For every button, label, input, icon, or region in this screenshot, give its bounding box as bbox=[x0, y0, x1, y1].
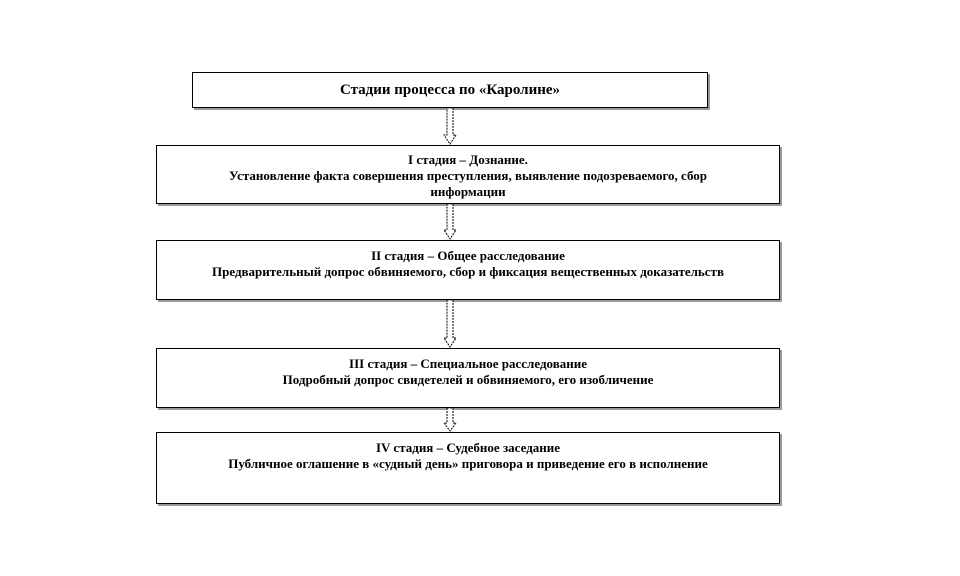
stage-4-description: Публичное оглашение в «судный день» приговора и приведение его в исполнение bbox=[228, 456, 708, 471]
stage-3-description: Подробный допрос свидетелей и обвиняемого, его изобличение bbox=[282, 372, 654, 387]
stage-1-description: Установление факта совершения преступления, выявление подозреваемого, сбор информации bbox=[228, 168, 708, 199]
stage-3-heading: III стадия – Специальное расследование bbox=[349, 356, 587, 371]
stage-3-box bbox=[156, 348, 780, 408]
stage-1-box bbox=[156, 145, 780, 204]
diagram-title: Стадии процесса по «Каролине» bbox=[339, 82, 561, 98]
down-arrow-icon bbox=[443, 108, 457, 145]
stage-4-heading: IV стадия – Судебное заседание bbox=[375, 440, 561, 455]
down-arrow-icon bbox=[443, 204, 457, 240]
stage-1-heading: I стадия – Дознание. bbox=[408, 152, 528, 167]
stage-4-box bbox=[156, 432, 780, 504]
stage-2-box bbox=[156, 240, 780, 300]
down-arrow-icon bbox=[443, 300, 457, 348]
diagram-title-box bbox=[192, 72, 708, 108]
down-arrow-icon bbox=[443, 408, 457, 432]
stage-2-description: Предварительный допрос обвиняемого, сбор и фиксация вещественных доказательств bbox=[212, 264, 724, 279]
stage-2-heading: II стадия – Общее расследование bbox=[371, 248, 565, 263]
